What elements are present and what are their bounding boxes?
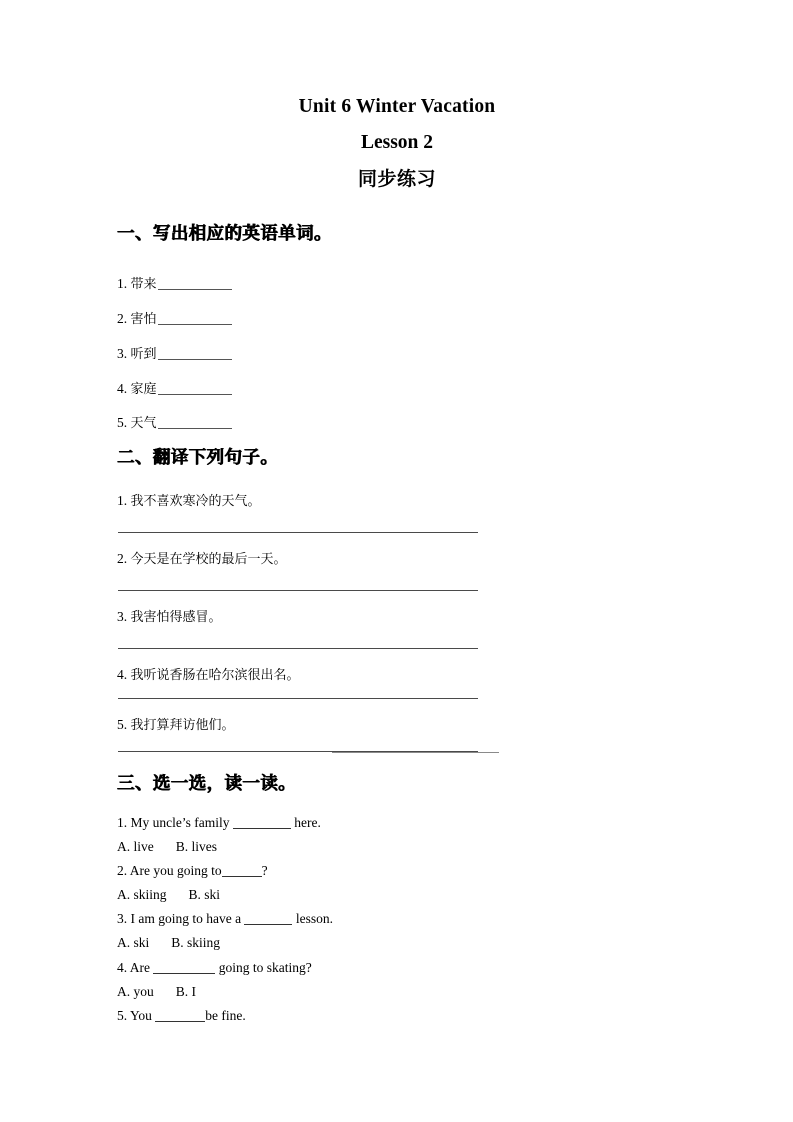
mc-question-3-text-after: lesson. bbox=[295, 911, 333, 926]
word-item-4 bbox=[117, 378, 232, 397]
word-item-2-blank[interactable] bbox=[158, 324, 232, 325]
mc-question-2-text-before: Are you going to bbox=[129, 863, 222, 878]
translate-item-4-sentence: 我听说香肠在哈尔滨很出名。 bbox=[130, 668, 300, 683]
word-item-3-blank[interactable] bbox=[158, 359, 232, 360]
mc-question-4-text-after: going to skating? bbox=[218, 960, 312, 975]
mc-question-4-text-before: Are bbox=[129, 960, 151, 975]
mc-question-3-number: 3. bbox=[117, 911, 128, 926]
translate-item-2 bbox=[117, 548, 287, 567]
mc-option-3b[interactable]: B. skiing bbox=[171, 935, 221, 950]
mc-question-4-number: 4. bbox=[117, 960, 128, 975]
mc-question-3 bbox=[117, 911, 333, 927]
mc-question-2-text-after: ? bbox=[261, 863, 268, 878]
word-item-4-number: 4. bbox=[117, 381, 128, 396]
word-item-5-prompt: 天气 bbox=[130, 416, 157, 431]
translate-item-2-sentence: 今天是在学校的最后一天。 bbox=[130, 552, 287, 567]
translate-item-1-number: 1. bbox=[117, 493, 128, 508]
translate-item-1-sentence: 我不喜欢寒冷的天气。 bbox=[130, 494, 261, 509]
mc-question-4 bbox=[117, 960, 312, 976]
word-item-2-prompt: 害怕 bbox=[130, 312, 157, 327]
translate-answer-line-1[interactable] bbox=[118, 532, 478, 533]
translate-item-4-number: 4. bbox=[117, 667, 128, 682]
mc-option-4b[interactable]: B. I bbox=[175, 984, 196, 999]
document-header bbox=[117, 92, 677, 194]
word-item-5-number: 5. bbox=[117, 415, 128, 430]
mc-question-1-blank[interactable] bbox=[233, 828, 291, 829]
translate-item-5-sentence: 我打算拜访他们。 bbox=[130, 718, 235, 733]
word-item-1-blank[interactable] bbox=[158, 289, 232, 290]
mc-question-1-number: 1. bbox=[117, 815, 128, 830]
word-item-3 bbox=[117, 343, 232, 362]
word-item-5 bbox=[117, 412, 232, 431]
mc-question-2 bbox=[117, 863, 268, 879]
mc-question-3-text-before: I am going to have a bbox=[130, 911, 242, 926]
mc-question-1-text-after: here. bbox=[294, 815, 321, 830]
word-item-4-prompt: 家庭 bbox=[130, 382, 157, 397]
word-item-4-blank[interactable] bbox=[158, 394, 232, 395]
word-item-3-number: 3. bbox=[117, 346, 128, 361]
section-heading-1: 一、写出相应的英语单词。 bbox=[117, 224, 332, 244]
mc-question-2-number: 2. bbox=[117, 863, 128, 878]
word-item-1-prompt: 带来 bbox=[130, 277, 157, 292]
mc-question-5 bbox=[117, 1008, 246, 1024]
translate-item-3-number: 3. bbox=[117, 609, 128, 624]
mc-option-2a[interactable]: A. skiing bbox=[117, 887, 167, 902]
mc-option-2b[interactable]: B. ski bbox=[188, 887, 221, 902]
mc-question-2-blank[interactable] bbox=[222, 876, 262, 877]
mc-question-1 bbox=[117, 815, 321, 831]
mc-option-4a[interactable]: A. you bbox=[117, 984, 154, 999]
mc-options-3 bbox=[117, 935, 220, 951]
mc-question-1-text-before: My uncle’s family bbox=[130, 815, 230, 830]
page-title: Unit 6 Winter Vacation bbox=[298, 96, 496, 117]
translate-item-5 bbox=[117, 714, 235, 733]
translate-item-2-number: 2. bbox=[117, 551, 128, 566]
mc-options-4 bbox=[117, 984, 196, 1000]
mc-question-3-blank[interactable] bbox=[244, 924, 292, 925]
mc-question-5-number: 5. bbox=[117, 1008, 128, 1023]
word-item-3-prompt: 听到 bbox=[130, 347, 157, 362]
mc-options-2 bbox=[117, 887, 220, 903]
translate-answer-line-5-overlap bbox=[332, 752, 499, 753]
word-item-1 bbox=[117, 273, 232, 292]
translate-item-5-number: 5. bbox=[117, 717, 128, 732]
word-item-2 bbox=[117, 308, 232, 327]
mc-option-3a[interactable]: A. ski bbox=[117, 935, 150, 950]
word-item-1-number: 1. bbox=[117, 276, 128, 291]
section-heading-2: 二、翻译下列句子。 bbox=[117, 448, 279, 468]
mc-question-5-blank[interactable] bbox=[155, 1021, 205, 1022]
word-item-5-blank[interactable] bbox=[158, 428, 232, 429]
mc-options-1 bbox=[117, 839, 217, 855]
translate-answer-line-3[interactable] bbox=[118, 648, 478, 649]
translate-item-3 bbox=[117, 606, 222, 625]
lesson-subtitle: Lesson 2 bbox=[360, 132, 434, 153]
translate-item-4 bbox=[117, 664, 300, 683]
mc-option-1a[interactable]: A. live bbox=[117, 839, 154, 854]
mc-question-4-blank[interactable] bbox=[153, 973, 215, 974]
section-heading-3: 三、选一选，读一读。 bbox=[117, 774, 296, 794]
mc-question-5-text-before: You bbox=[130, 1008, 152, 1023]
mc-question-5-text-after: be fine. bbox=[205, 1008, 246, 1023]
exercise-label: 同步练习 bbox=[357, 168, 436, 190]
translate-item-1 bbox=[117, 490, 261, 509]
translate-answer-line-4[interactable] bbox=[118, 698, 478, 699]
word-item-2-number: 2. bbox=[117, 311, 128, 326]
translate-item-3-sentence: 我害怕得感冒。 bbox=[130, 610, 222, 625]
mc-option-1b[interactable]: B. lives bbox=[175, 839, 218, 854]
translate-answer-line-2[interactable] bbox=[118, 590, 478, 591]
